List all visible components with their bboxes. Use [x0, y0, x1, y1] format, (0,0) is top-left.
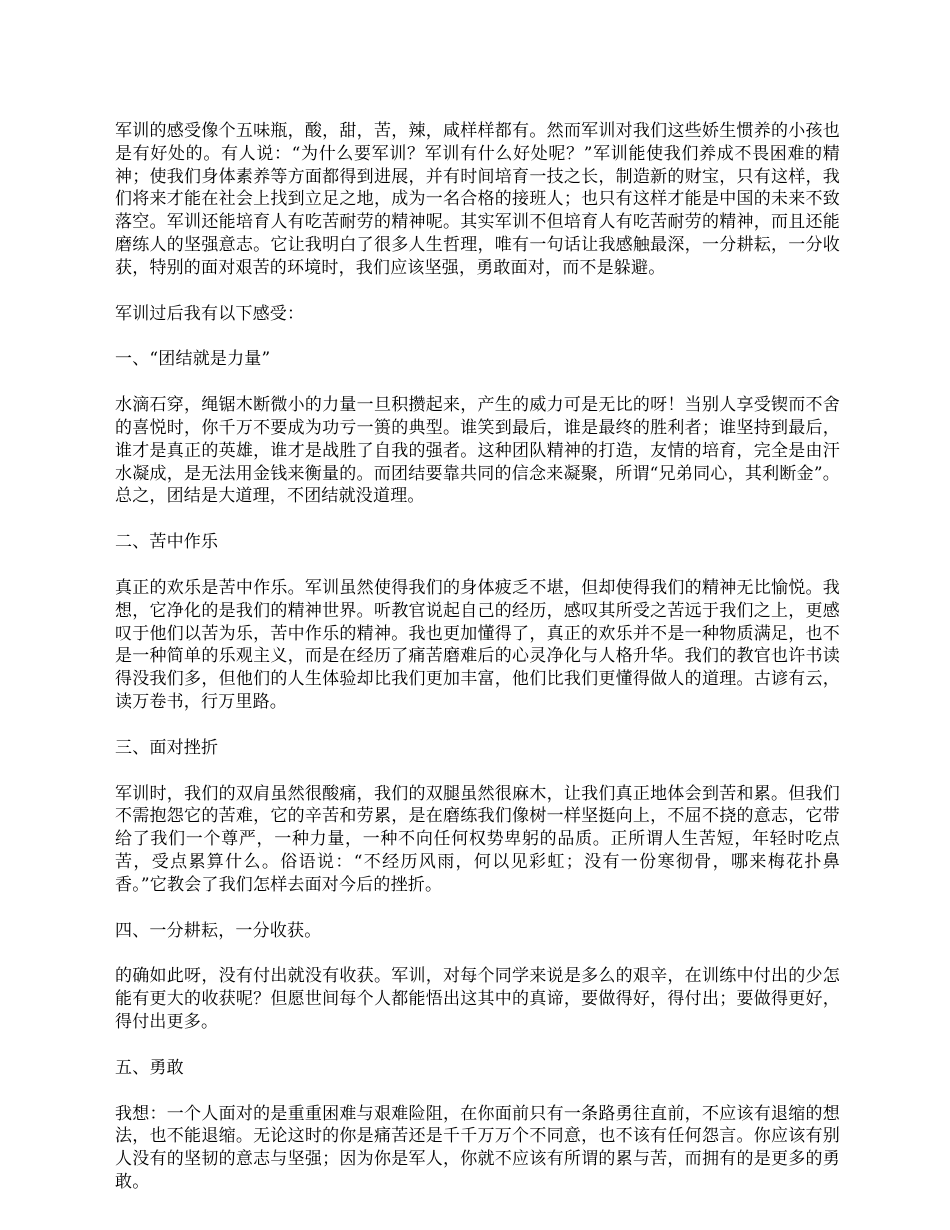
transition-paragraph: 军训过后我有以下感受： [115, 303, 305, 324]
section-paragraph-1: 水滴石穿，绳锯木断微小的力量一旦积攒起来，产生的威力可是无比的呀！当别人享受锲而不舍的喜悦时，你千万不要成为功亏一篑的典型。谁笑到最后，谁是最终的胜利者；谁坚持到最后，谁才是真正的英雄，谁才是战胜了自我的强者。这种团队精神的打造，友情的培育，完全是由汗水凝成，是无法用金钱来衡量的。而团结要靠共同的信念来凝聚，所谓“兄弟同心，其利断金”。总之，团结是大道理，不团结就没道理。 [115, 395, 840, 507]
document-page [115, 120, 840, 1217]
section-paragraph-5: 我想：一个人面对的是重重困难与艰难险阻，在你面前只有一条路勇往直前，不应该有退缩的想法，也不能退缩。无论这时的你是痛苦还是千千万万个不同意，也不该有任何怨言。你应该有别人没有的坚韧的意志与坚强；因为你是军人，你就不应该有所谓的累与苦，而拥有的是更多的勇敢。 [115, 1103, 840, 1192]
section-heading-4: 四、一分耕耘，一分收获。 [115, 920, 322, 941]
section-paragraph-3: 军训时，我们的双肩虽然很酸痛，我们的双腿虽然很麻木，让我们真正地体会到苦和累。但我们不需抱怨它的苦难，它的辛苦和劳累，是在磨练我们像树一样坚挺向上，不屈不挠的意志，它带给了我们一个尊严，一种力量，一种不向任何权势卑躬的品质。正所谓人生苦短，年轻时吃点苦，受点累算什么。俗语说：“不经历风雨，何以见彩虹；没有一份寒彻骨，哪来梅花扑鼻香。”它教会了我们怎样去面对今后的挫折。 [115, 783, 840, 895]
section-heading-3: 三、面对挫折 [115, 737, 219, 758]
section-paragraph-4: 的确如此呀，没有付出就没有收获。军训，对每个同学来说是多么的艰辛，在训练中付出的少怎能有更大的收获呢？但愿世间每个人都能悟出这其中的真谛，要做得好，得付出；要做得更好，得付出更多。 [115, 966, 840, 1032]
intro-paragraph: 军训的感受像个五味瓶，酸，甜，苦，辣，咸样样都有。然而军训对我们这些娇生惯养的小孩也是有好处的。有人说：“为什么要军训？军训有什么好处呢？”军训能使我们养成不畏困难的精神；使我们身体素养等方面都得到进展，并有时间培育一技之长，制造新的财宝，只有这样，我们将来才能在社会上找到立足之地，成为一名合格的接班人；也只有这样才能是中国的未来不致落空。军训还能培育人有吃苦耐劳的精神呢。其实军训不但培育人有吃苦耐劳的精神，而且还能磨练人的坚强意志。它让我明白了很多人生哲理，唯有一句话让我感触最深，一分耕耘，一分收获，特别的面对艰苦的环境时，我们应该坚强，勇敢面对，而不是躲避。 [115, 121, 840, 278]
section-heading-5: 五、勇敢 [115, 1057, 184, 1078]
section-heading-2: 二、苦中作乐 [115, 532, 219, 553]
section-paragraph-2: 真正的欢乐是苦中作乐。军训虽然使得我们的身体疲乏不堪，但却使得我们的精神无比愉悦。我想，它净化的是我们的精神世界。听教官说起自己的经历，感叹其所受之苦远于我们之上，更感叹于他们以苦为乐，苦中作乐的精神。我也更加懂得了，真正的欢乐并不是一种物质满足，也不是一种简单的乐观主义，而是在经历了痛苦磨难后的心灵净化与人格升华。我们的教官也许书读得没我们多，但他们的人生体验却比我们更加丰富，他们比我们更懂得做人的道理。古谚有云，读万卷书，行万里路。 [115, 577, 840, 712]
section-heading-1: 一、“团结就是力量” [115, 349, 271, 370]
